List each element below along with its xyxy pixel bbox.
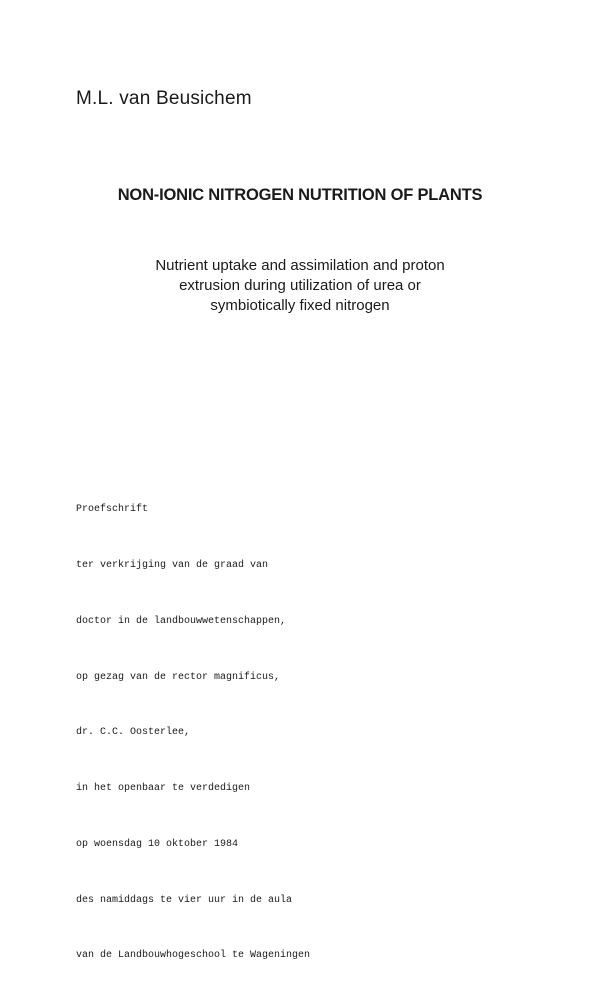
subtitle-line: Nutrient uptake and assimilation and proton [155, 257, 445, 274]
thesis-line: doctor in de landbouwwetenschappen, [76, 615, 287, 627]
thesis-line: des namiddags te vier uur in de aula [76, 894, 293, 906]
thesis-line: in het openbaar te verdedigen [76, 783, 251, 795]
author-name: M.L. van Beusichem [76, 88, 252, 109]
thesis-line: ter verkrijging van de graad van [76, 559, 269, 571]
thesis-line: op woensdag 10 oktober 1984 [76, 838, 239, 850]
subtitle-line: extrusion during utilization of urea or [179, 277, 421, 294]
thesis-statement [76, 464, 310, 1003]
thesis-line: Proefschrift [76, 504, 149, 516]
thesis-line: op gezag van de rector magnificus, [76, 671, 281, 683]
subtitle-line: symbiotically fixed nitrogen [210, 297, 390, 314]
thesis-line: dr. C.C. Oosterlee, [76, 727, 191, 739]
document-title: NON-IONIC NITROGEN NUTRITION OF PLANTS [117, 186, 483, 204]
document-subtitle [0, 256, 600, 316]
thesis-line: van de Landbouwhogeschool te Wageningen [76, 950, 311, 962]
